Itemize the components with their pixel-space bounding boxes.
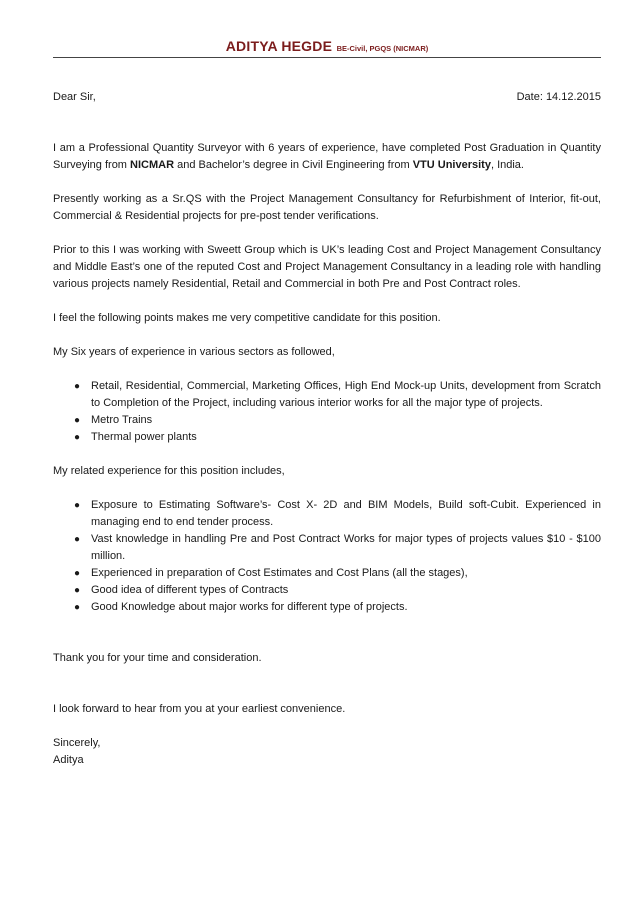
list-item: ● Experienced in preparation of Cost Estimates and Cost Plans (all the stages), [91,565,601,582]
experience-list [53,497,601,616]
university-name: VTU University [412,159,491,171]
letter-header [53,37,601,58]
bullet-icon: ● [74,568,81,579]
list-item: ● Retail, Residential, Commercial, Marketing Offices, High End Mock-up Units, development from Scratch to Completion of the Project, including various interior works for all the major type of projects. [74,380,601,409]
salutation-row [53,89,601,106]
current-role-paragraph: Presently working as a Sr.QS with the Project Management Consultancy for Refurbishment of Interior, fit-out, Commercial & Residential projects for pre-post tender verifications. [53,193,601,222]
list-item: ● Good idea of different types of Contracts [91,582,601,599]
bullet-icon: ● [74,381,81,392]
list-item: ● Thermal power plants [91,429,601,446]
bullet-icon: ● [74,534,81,545]
intro-paragraph: I am a Professional Quantity Surveyor with 6 years of experience, have completed Post Graduation in Quantity Surveying from NICMAR and Bachelor’s degree in Civil Engineering from VTU University, India. [53,142,601,171]
closing: Sincerely, [53,737,101,749]
bullet-icon: ● [74,432,81,443]
thanks-paragraph: Thank you for your time and consideration. [53,652,262,664]
bullet-icon: ● [74,585,81,596]
institute-name: NICMAR [130,159,175,171]
list-item: ● Exposure to Estimating Software’s- Cost X- 2D and BIM Models, Build soft-Cubit. Experienced in managing end to end tender process. [74,499,601,528]
header-divider [53,57,601,58]
list-item: ● Vast knowledge in handling Pre and Post Contract Works for major types of projects values $10 - $100 million. [74,533,601,562]
list-item: ● Good Knowledge about major works for different type of projects. [91,599,601,616]
signature: Aditya [53,754,84,766]
sectors-intro: My Six years of experience in various sectors as followed, [53,346,335,358]
competitive-paragraph: I feel the following points makes me very competitive candidate for this position. [53,312,441,324]
list-item: ● Metro Trains [91,412,601,429]
bullet-icon: ● [74,602,81,613]
bullet-icon: ● [74,500,81,511]
letter-date: Date: 14.12.2015 [516,91,601,103]
sectors-list [53,378,601,446]
followup-paragraph: I look forward to hear from you at your earliest convenience. [53,703,346,715]
previous-role-paragraph: Prior to this I was working with Sweett Group which is UK’s leading Cost and Project Management Consultancy and Middle East’s one of the reputed Cost and Project Management Consultancy in a leading role with handling various projects namely Residential, Retail and Commercial in both Pre and Post Contract roles. [53,244,601,290]
letter-body [53,89,601,769]
salutation: Dear Sir, [53,91,96,103]
experience-intro: My related experience for this position includes, [53,465,285,477]
bullet-icon: ● [74,415,81,426]
applicant-credentials: BE-Civil, PGQS (NICMAR) [336,44,429,53]
applicant-name: ADITYA HEGDE [225,38,333,54]
